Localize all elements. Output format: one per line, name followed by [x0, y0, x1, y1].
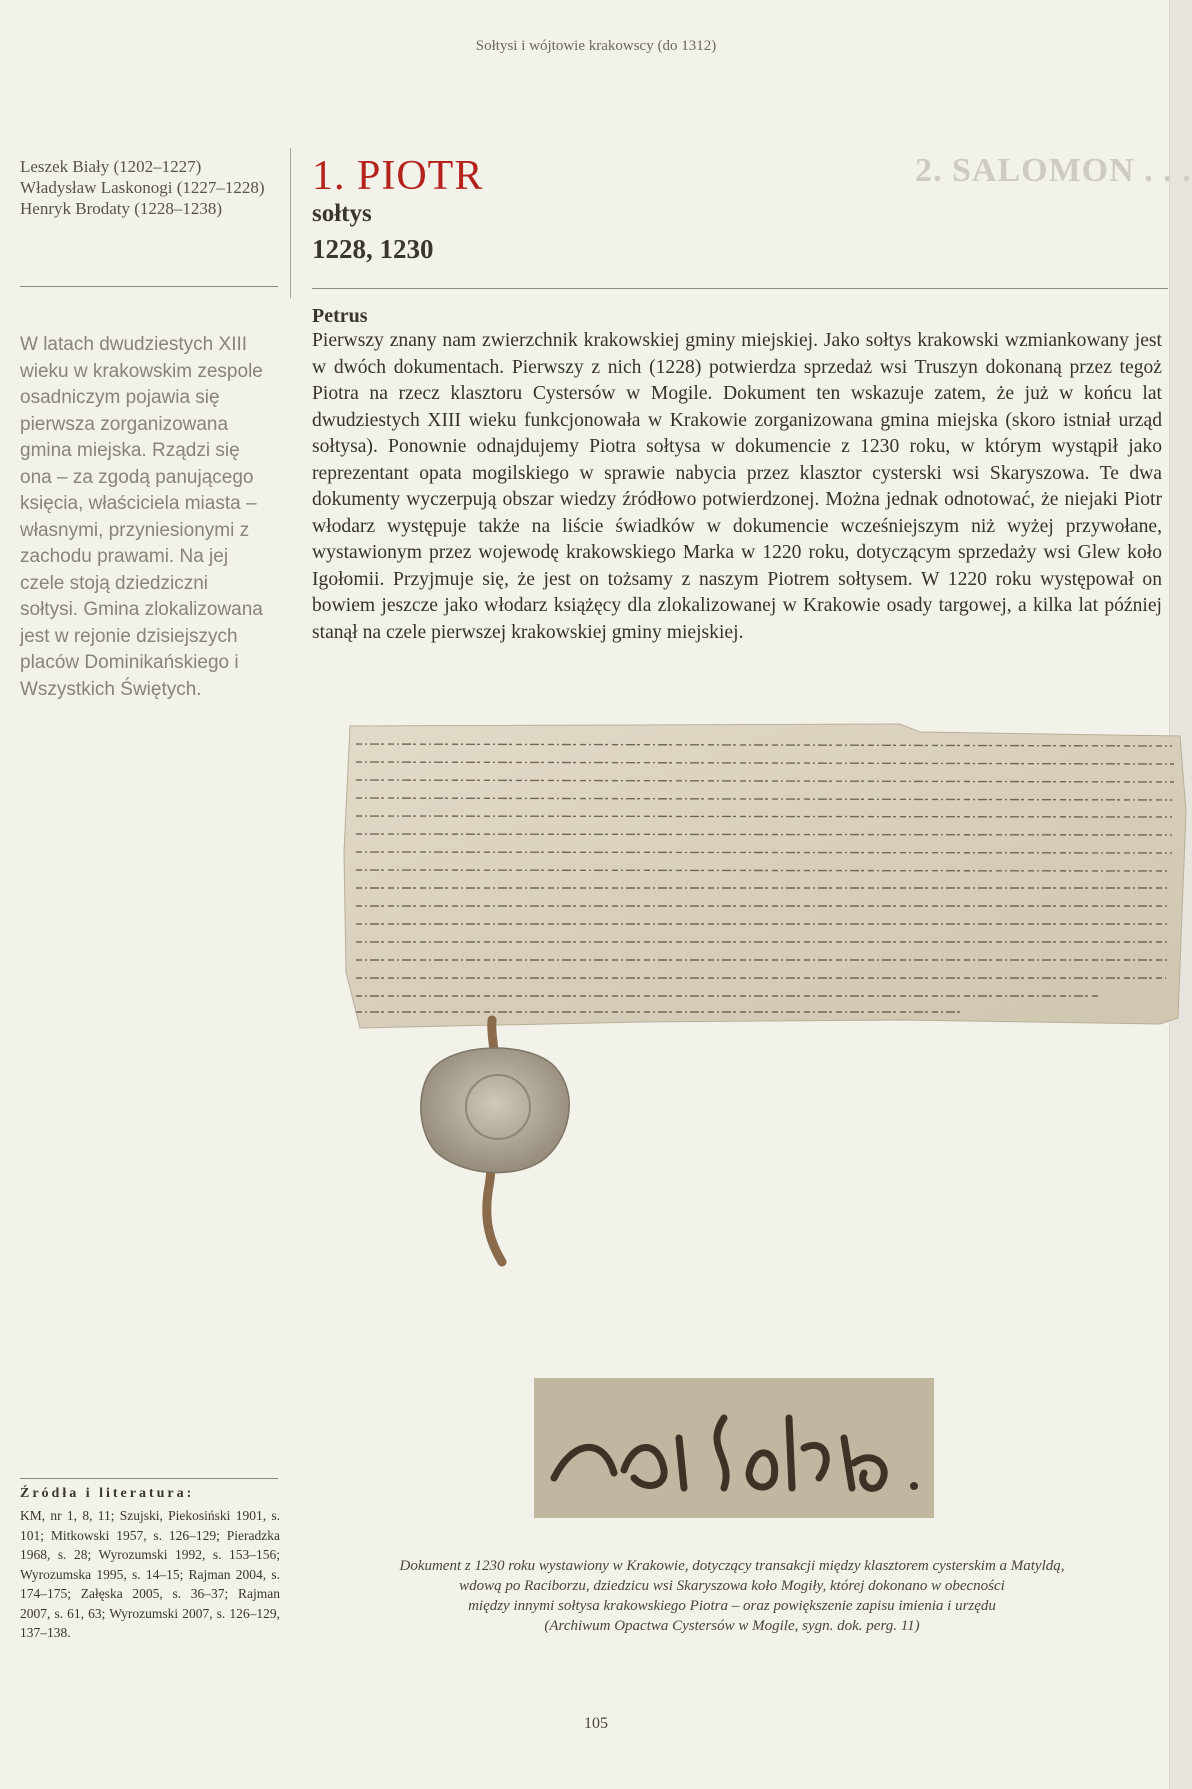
sources-title: Źródła i literatura: [20, 1486, 195, 1501]
sources-rule [20, 1478, 278, 1479]
caption-line: między innymi sołtysa krakowskiego Piotra – oraz powiększenie zapisu imienia i urzędu [468, 1598, 996, 1614]
rulers-list [20, 156, 265, 219]
ruler-line: Henryk Brodaty (1228–1238) [20, 199, 223, 218]
parchment-sheet [344, 724, 1186, 1028]
wax-seal [421, 1048, 569, 1173]
caption-line: wdową po Raciborzu, dziedzicu wsi Skaryszowa koło Mogiły, której dokonano w obecności [459, 1578, 1005, 1594]
entry-body: Pierwszy znany nam zwierzchnik krakowskiej gminy miejskiej. Jako sołtys krakowski wzmiankowany jest w dwóch dokumentach. Pierwszy z nich (1228) potwierdza sprzedaż wsi Truszyn dokonaną przez tegoż Piotra na rzecz klasztoru Cystersów w Mogile. Dokument ten wskazuje zatem, że już w końcu lat dwudziestych XIII wieku funkcjonowała w Krakowie zorganizowana gmina miejska (skoro istniał urząd sołtysa). Ponownie odnajdujemy Piotra sołtysa w dokumencie z 1230 roku, w którym wystąpił jako reprezentant opata mogilskiego w sprawie nabycia przez klasztor cysterski wsi Skaryszowa. Te dwa dokumenty wyczerpują obszar wiedzy źródłowo potwierdzonej. Można jednak odnotować, że niejaki Piotr włodarz występuje także na liście świadków w dokumencie wcześniejszym niż wyżej przywołane, wystawionym przez wojewodę krakowskiego Marka w 1220 roku, dotyczącym sprzedaży wsi Glew koło Igołomii. Przyjmuje się, że jest on tożsamy z naszym Piotrem sołtysem. W 1220 roku występował on bowiem jeszcze jako włodarz książęcy dla zlokalizowanej w Krakowie osady targowej, a kilka lat później stanął na czele pierwszej krakowskiej gminy miejskiej. [312, 330, 1162, 643]
enlarged-detail [534, 1378, 934, 1518]
caption-line: Dokument z 1230 roku wystawiony w Krakowie, dotyczący transakcji między klasztorem cysterskim a Matyldą, [399, 1558, 1065, 1574]
vertical-divider [290, 148, 291, 298]
ruler-line: Leszek Biały (1202–1227) [20, 157, 202, 176]
charter-illustration [340, 722, 1188, 1302]
sources-text: KM, nr 1, 8, 11; Szujski, Piekosiński 1901, s. 101; Mitkowski 1957, s. 126–129; Pieradzka 1968, s. 28; Wyrozumski 1992, s. 153–156; Wyrozumska 1995, s. 14–15; Rajman 2004, s. 174–175; Załęska 2005, s. 36–37; Rajman 2007, s. 61, 63; Wyrozumski 2007, s. 126–129, 137–138. [20, 1508, 280, 1640]
entry-role: sołtys [312, 200, 372, 227]
sidebar-note: W latach dwudziestych XIII wieku w krakowskim zespole osadniczym pojawia się pierwsza zorganizowana gmina miejska. Rządzi się ona – za zgodą panującego księcia, właściciela miasta – własnymi, przyniesionymi z zachodu prawami. Na jej czele stoją dziedziczni sołtysi. Gmina zlokalizowana jest w rejonie dzisiejszych placów Dominikańskiego i Wszystkich Świętych. [20, 334, 263, 700]
image-caption [342, 1556, 1122, 1636]
entry-rule [312, 288, 1168, 289]
caption-line: (Archiwum Opactwa Cystersów w Mogile, sygn. dok. perg. 11) [544, 1618, 920, 1634]
page-number: 105 [584, 1715, 608, 1732]
entry-years: 1228, 1230 [312, 234, 434, 264]
ruler-line: Władysław Laskonogi (1227–1228) [20, 178, 265, 197]
entry-title: 1. PIOTR [312, 153, 484, 199]
charter-photo [340, 722, 1188, 1302]
sidebar-rule [20, 286, 278, 287]
detail-illustration [534, 1378, 934, 1518]
latin-name: Petrus [312, 305, 368, 327]
running-head: Sołtysi i wójtowie krakowscy (do 1312) [475, 38, 717, 54]
adjacent-page-ghost: 2. SALOMON . . . [915, 152, 1192, 189]
